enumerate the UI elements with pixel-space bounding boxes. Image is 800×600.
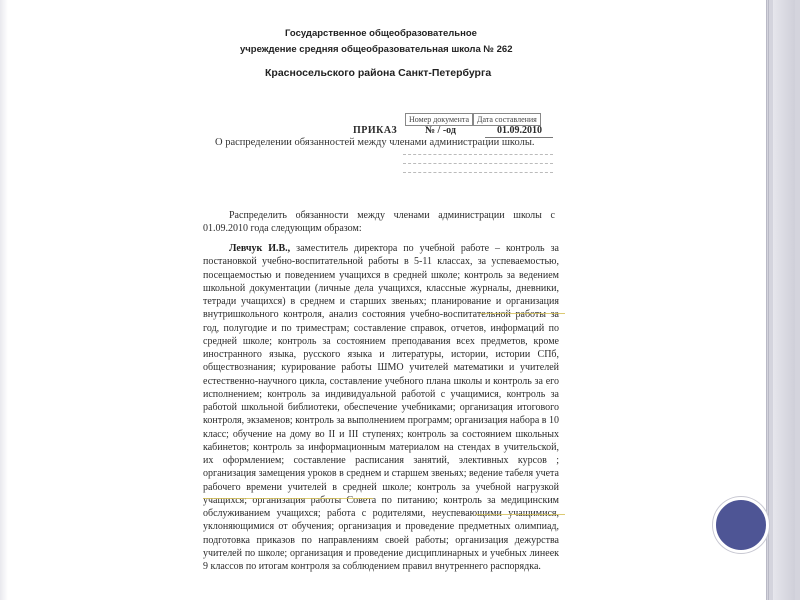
slide-nav-circle[interactable] [713,497,769,553]
order-subject: О распределении обязанностей между членами администрации школы. [215,137,535,148]
highlight-mark [203,498,373,499]
slide-right-border [766,0,800,600]
org-name-line-1: Государственное общеобразовательное [285,28,477,39]
highlight-mark [480,313,565,314]
duties-text: заместитель директора по учебной работе – контроль за постановкой учебно-воспитательной работы в 5-11 классах, за успеваемостью, посещаемостью и поведением учащихся в средней школе; контроль за ведением школьной документации (личные дела учащихся, классные журналы, дневники, тетради учащихся) в среднем и старших звеньях; планирование и организация внутришкольного контроля, анализ состояния учебно-воспитательной работы за год, полугодие и по триместрам; составление справок, отчетов, информаций по средней школе; контроль за состоянием преподавания всех предметов, кроме иностранного языка, русского языка и литературы, истории, истории СПб, обществознания; курирование работы ШМО учителей математики и учителей естественно-научного цикла, составление учебного плана школы и контроль за его исполнением; контроль за индивидуальной работой с учащимися, контроль за работой школьной библиотеки, обеспечение учебниками; организация итогового контроля, экзаменов; контроль за выполнением программ; организация набора в 10 класс; обучение на дому во II и III ступенях; контроль за состоянием школьных кабинетов; контроль за информационным материалом на стендах в учительской, их оформлением; составление расписания занятий, элективных курсов ; организация замещения уроков в среднем и старшем звеньях; ведение табеля учета рабочего времени учителей в средней школе; контроль за учебной нагрузкой учащихся; организация работы Совета по питанию; контроль за медицинским обслуживанием учащихся; работа с родителями, неуспевающими учащимися, уклоняющимися от обучения; организация и проведение предметных олимпиад, подготовка приказов по направлениям своей работы; организация дежурства учителей по школе; организация и проведение дисциплинарных и учебных линеек 9 классов по итогам контроля за соблюдением правил внутреннего распорядка. [203,243,559,572]
table-rule [403,154,553,155]
doc-date-header: Дата составления [473,113,541,126]
order-title: ПРИКАЗ [353,125,398,136]
org-district: Красносельского района Санкт-Петербурга [265,67,492,79]
person-name: Левчук И.В., [229,243,291,254]
duties-paragraph [203,242,559,573]
slide-left-edge [0,0,8,600]
doc-number-header: Номер документа [405,113,473,126]
order-intro: Распределить обязанности между членами администрации школы с 01.09.2010 года следующим образом: [203,210,555,234]
table-rule [403,172,553,173]
order-date: 01.09.2010 [497,125,542,136]
table-rule [403,163,553,164]
highlight-mark [475,514,565,515]
org-name-line-2: учреждение средняя общеобразовательная школа № 262 [240,44,513,55]
scanned-document [185,20,575,600]
order-number: № / -од [425,125,456,136]
